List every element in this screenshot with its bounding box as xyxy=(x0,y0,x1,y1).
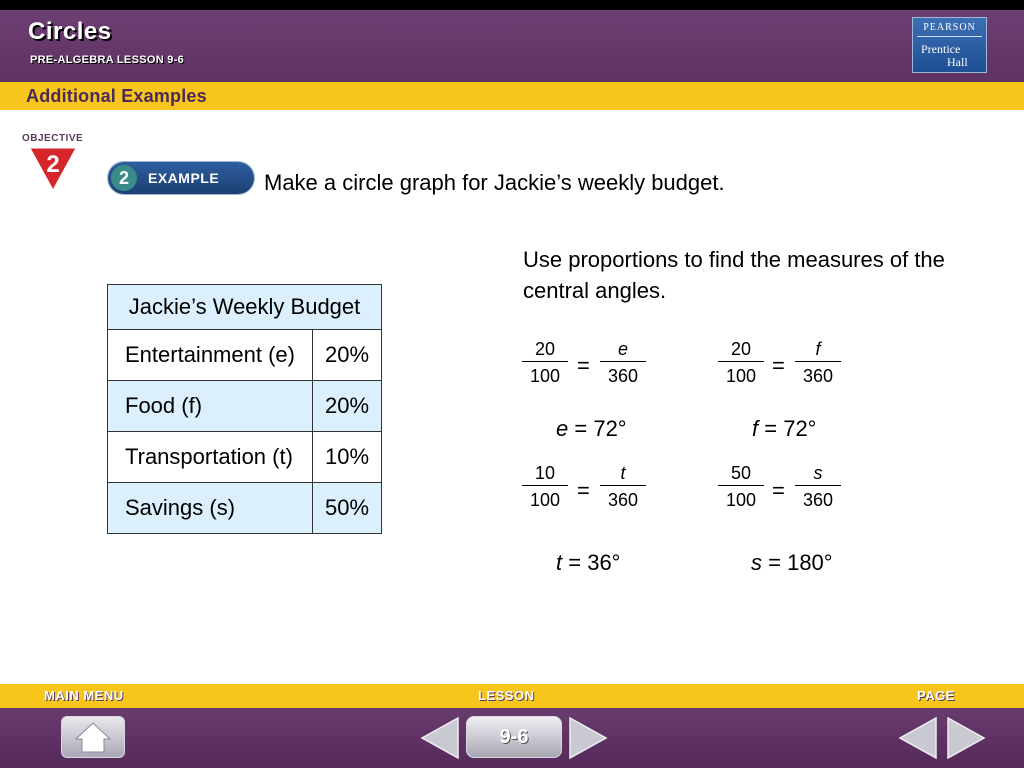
footer-label-bar xyxy=(0,684,1024,708)
result-value: = 36° xyxy=(568,550,621,575)
logo-line-3: Hall xyxy=(947,55,968,69)
main-menu-label: MAIN MENU xyxy=(44,688,124,703)
row-label: Savings (s) xyxy=(108,483,313,534)
fraction-left xyxy=(718,339,764,386)
logo-line-1: PEARSON xyxy=(923,22,976,33)
numerator: t xyxy=(600,463,646,486)
fraction-left xyxy=(522,339,568,386)
example-badge xyxy=(108,162,254,194)
page-title: Circles xyxy=(28,18,112,45)
table-row xyxy=(108,330,382,381)
numerator: 20 xyxy=(522,339,568,362)
numerator: 50 xyxy=(718,463,764,486)
numerator: 10 xyxy=(522,463,568,486)
denominator: 100 xyxy=(529,366,561,386)
result-value: = 72° xyxy=(574,416,627,441)
top-border xyxy=(0,0,1024,10)
numerator: f xyxy=(795,339,841,362)
table-title: Jackie’s Weekly Budget xyxy=(108,285,382,330)
result-variable: s xyxy=(751,550,762,575)
numerator: s xyxy=(795,463,841,486)
denominator: 360 xyxy=(802,490,834,510)
row-value: 20% xyxy=(312,330,381,381)
example-prompt: Make a circle graph for Jackie’s weekly budget. xyxy=(264,170,725,195)
row-value: 20% xyxy=(312,381,381,432)
header xyxy=(0,10,1024,82)
lesson-label: LESSON xyxy=(478,688,535,703)
result-variable: t xyxy=(556,550,563,575)
result-value: = 72° xyxy=(764,416,817,441)
objective-badge-icon xyxy=(30,146,76,192)
previous-lesson-button[interactable] xyxy=(420,716,460,760)
row-label: Entertainment (e) xyxy=(108,330,313,381)
row-label: Food (f) xyxy=(108,381,313,432)
lesson-number-button[interactable]: 9-6 xyxy=(466,716,562,758)
numerator: 20 xyxy=(718,339,764,362)
fraction-left xyxy=(522,463,568,510)
row-label: Transportation (t) xyxy=(108,432,313,483)
denominator: 360 xyxy=(607,490,639,510)
home-icon xyxy=(62,717,124,757)
table-row xyxy=(108,432,382,483)
previous-page-button[interactable] xyxy=(898,716,938,760)
next-lesson-button[interactable] xyxy=(568,716,608,760)
fraction-right xyxy=(600,463,646,510)
result xyxy=(751,550,833,576)
fraction-right xyxy=(795,339,841,386)
footer-nav xyxy=(0,708,1024,768)
objective-label: OBJECTIVE xyxy=(22,133,84,144)
section-title: Additional Examples xyxy=(26,86,207,106)
section-bar xyxy=(0,82,1024,110)
denominator: 100 xyxy=(725,366,757,386)
budget-table xyxy=(107,284,382,534)
page-label: PAGE xyxy=(917,688,955,703)
pearson-logo xyxy=(912,17,987,73)
fraction-right xyxy=(600,339,646,386)
result xyxy=(752,416,816,442)
row-value: 10% xyxy=(312,432,381,483)
next-page-button[interactable] xyxy=(946,716,986,760)
equals-sign: = xyxy=(577,478,590,503)
main-menu-button[interactable] xyxy=(61,716,125,758)
example-number: 2 xyxy=(111,165,137,191)
logo-divider xyxy=(917,36,982,37)
result xyxy=(556,550,620,576)
numerator: e xyxy=(600,339,646,362)
objective-number: 2 xyxy=(46,151,60,178)
result-variable: f xyxy=(752,416,759,441)
equals-sign: = xyxy=(577,353,590,378)
table-row xyxy=(108,381,382,432)
denominator: 360 xyxy=(607,366,639,386)
denominator: 100 xyxy=(725,490,757,510)
lesson-subtitle: PRE-ALGEBRA LESSON 9-6 xyxy=(30,54,185,66)
equals-sign: = xyxy=(772,478,785,503)
fraction-right xyxy=(795,463,841,510)
result-variable: e xyxy=(556,416,569,441)
instructions: Use proportions to find the measures of the central angles. xyxy=(523,247,945,303)
logo-line-2: Prentice xyxy=(921,42,961,56)
fraction-left xyxy=(718,463,764,510)
example-word: EXAMPLE xyxy=(148,170,220,186)
result-value: = 180° xyxy=(768,550,833,575)
denominator: 360 xyxy=(802,366,834,386)
result xyxy=(556,416,627,442)
row-value: 50% xyxy=(312,483,381,534)
denominator: 100 xyxy=(529,490,561,510)
table-row xyxy=(108,483,382,534)
equals-sign: = xyxy=(772,353,785,378)
